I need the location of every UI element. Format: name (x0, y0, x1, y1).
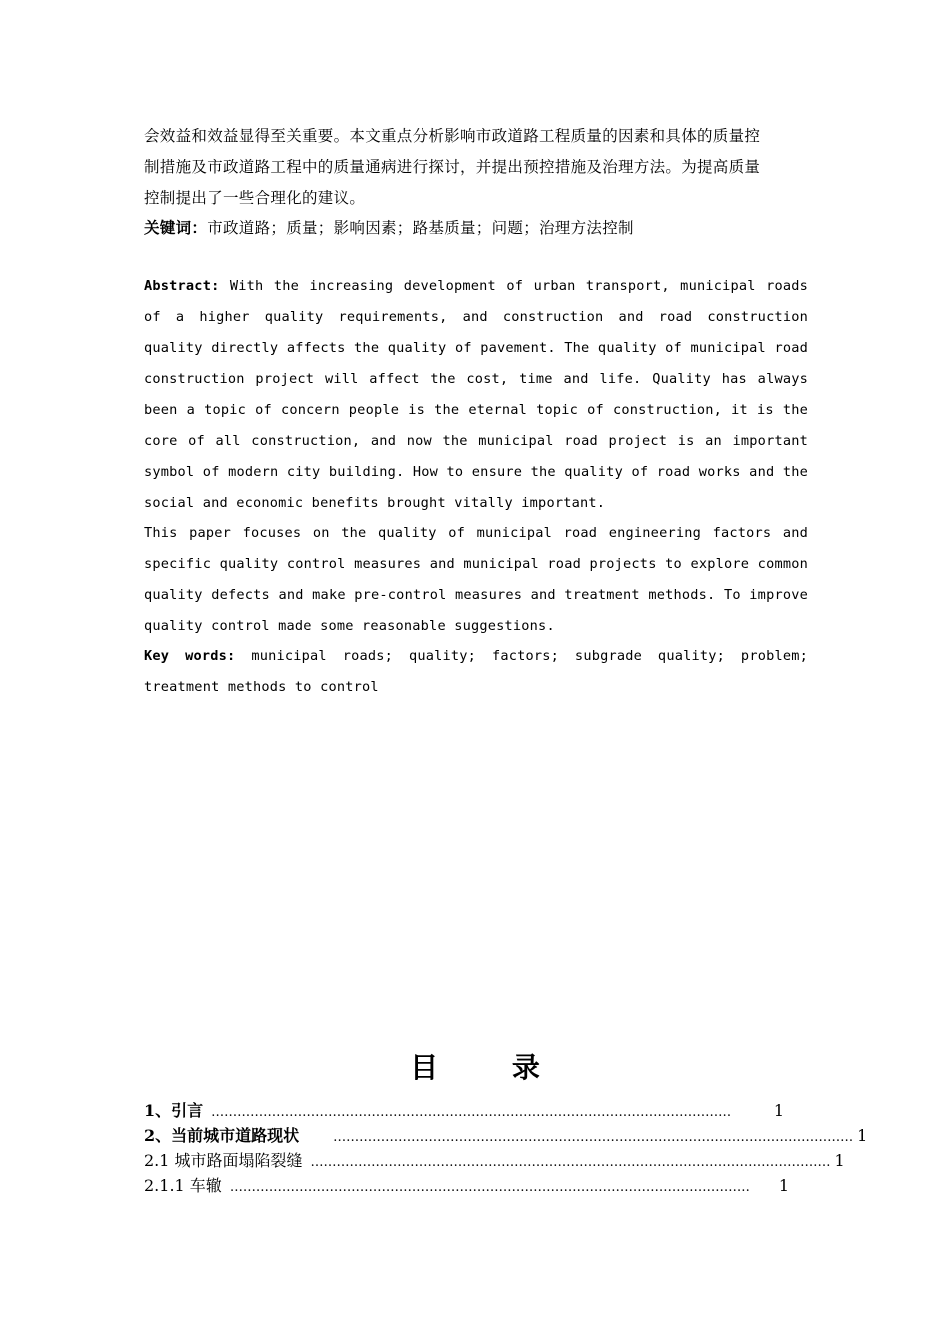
toc-leader-dots: ………………………………………………………………………………………………………… (333, 1130, 854, 1145)
keywords-en-label: Key words: (144, 648, 236, 664)
keywords-en (144, 641, 808, 703)
keywords-en-text: municipal roads; quality; factors; subgrade quality; problem; treatment methods to control (144, 648, 809, 695)
abstract-en-text-2: This paper focuses on the quality of municipal road engineering factors and specific quality control measures and municipal road projects to explore common quality defects and make pre-control measures and treatment methods. To improve quality control made some reasonable suggestions. (144, 525, 808, 634)
toc-entry-2[interactable] (144, 1123, 868, 1148)
abstract-en-para-2 (144, 518, 808, 642)
abstract-en-para-1 (144, 271, 808, 519)
keywords-cn-text: 市政道路；质量；影响因素；路基质量；问题；治理方法控制 (207, 219, 634, 237)
abstract-cn-line-2: 制措施及市政道路工程中的质量通病进行探讨，并提出预控措施及治理方法。为提高质量 (144, 158, 761, 176)
keywords-cn-label: 关键词： (144, 218, 208, 237)
abstract-cn-line-1: 会效益和效益显得至关重要。本文重点分析影响市政道路工程质量的因素和具体的质量控 (144, 127, 761, 145)
abstract-en-text-1: With the increasing development of urban transport, municipal roads of a higher quality requirements, and construction and road construction quality directly affects the quality of pavement. The quality of municipal road construction project will affect the cost, time and life. Quality has always been a topic of concern people is the eternal topic of construction, it is the core of all construction, and now the municipal road project is an important symbol of modern city building. How to ensure the quality of road works and the social and economic benefits brought vitally important. (144, 278, 808, 511)
toc-entry-label: 1、引言 (144, 1101, 204, 1120)
toc-page-number: 1 (834, 1151, 845, 1170)
keywords-cn (144, 212, 808, 244)
abstract-en-label: Abstract: (144, 278, 220, 294)
toc-page-number: 1 (778, 1176, 789, 1195)
toc-leader-dots: ………………………………………………………………………………………………………… (211, 1105, 732, 1120)
toc-entry-1[interactable] (144, 1098, 784, 1123)
toc-entry-label: 2、当前城市道路现状 (144, 1126, 300, 1145)
toc-leader-dots: ………………………………………………………………………………………………………… (310, 1155, 831, 1170)
toc-title: 目 录 (410, 1051, 572, 1084)
toc-entry-label: 2.1 城市路面塌陷裂缝 (144, 1151, 303, 1170)
toc-leader-dots: ………………………………………………………………………………………………………… (229, 1180, 750, 1195)
toc-entry-3[interactable] (144, 1148, 845, 1173)
toc-page-number: 1 (857, 1126, 868, 1145)
toc-page-number: 1 (773, 1101, 784, 1120)
abstract-cn-line-3: 控制提出了一些合理化的建议。 (144, 189, 366, 207)
toc-entry-label: 2.1.1 车辙 (144, 1176, 222, 1195)
toc-entry-4[interactable] (144, 1173, 789, 1198)
